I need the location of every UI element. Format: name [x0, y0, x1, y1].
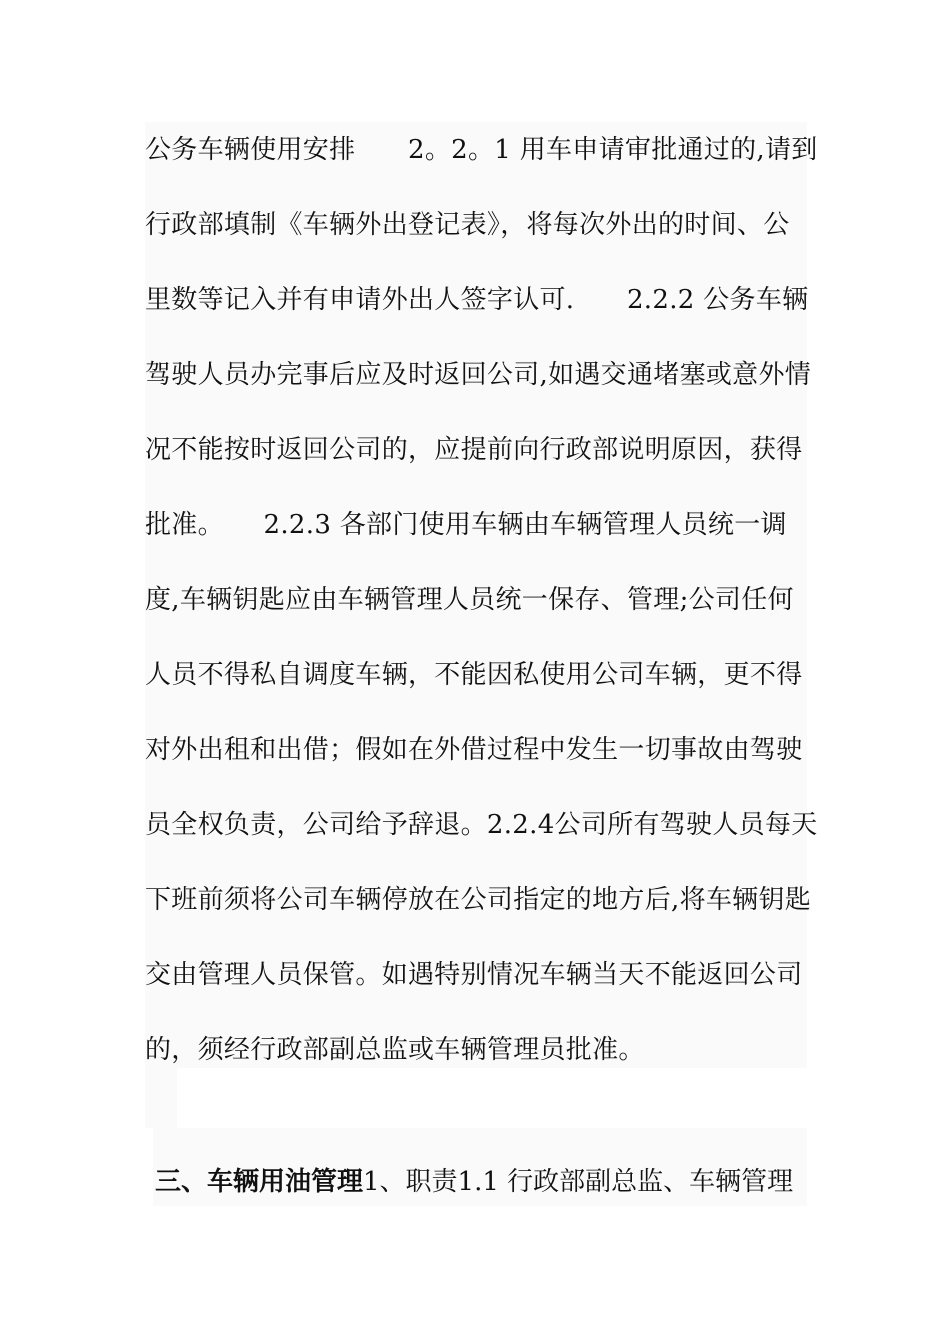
text-line: 度,车辆钥匙应由车辆管理人员统一保存、管理;公司任何: [145, 585, 794, 615]
text-line: 批准。 2.2.3 各部门使用车辆由车辆管理人员统一调: [145, 510, 787, 540]
section-heading: 三、车辆用油管理: [155, 1167, 364, 1197]
text-line: 公务车辆使用安排 2。2。1 用车申请审批通过的,请到: [145, 135, 818, 165]
text-line: 人员不得私自调度车辆，不能因私使用公司车辆，更不得: [145, 660, 803, 690]
text-line: 下班前须将公司车辆停放在公司指定的地方后,将车辆钥匙: [145, 885, 812, 915]
text-line: 驾驶人员办完事后应及时返回公司,如遇交通堵塞或意外情: [145, 360, 812, 390]
text-line: 里数等记入并有申请外出人签字认可. 2.2.2 公务车辆: [145, 285, 809, 315]
text-line: 况不能按时返回公司的，应提前向行政部说明原因，获得: [145, 435, 803, 465]
text-line: 员全权负责，公司给予辞退。2.2.4公司所有驾驶人员每天: [145, 810, 818, 840]
text-line: 对外出租和出借；假如在外借过程中发生一切事故由驾驶: [145, 735, 803, 765]
text-line: 的，须经行政部副总监或车辆管理员批准。: [145, 1035, 645, 1065]
section-heading-continuation: 1、职责1.1 行政部副总监、车辆管理: [363, 1167, 794, 1197]
paragraph-gap: [145, 1068, 177, 1128]
text-line: 交由管理人员保管。如遇特别情况车辆当天不能返回公司: [145, 960, 803, 990]
text-line: 行政部填制《车辆外出登记表》，将每次外出的时间、公: [145, 210, 790, 240]
section-heading-line: [155, 1165, 793, 1199]
